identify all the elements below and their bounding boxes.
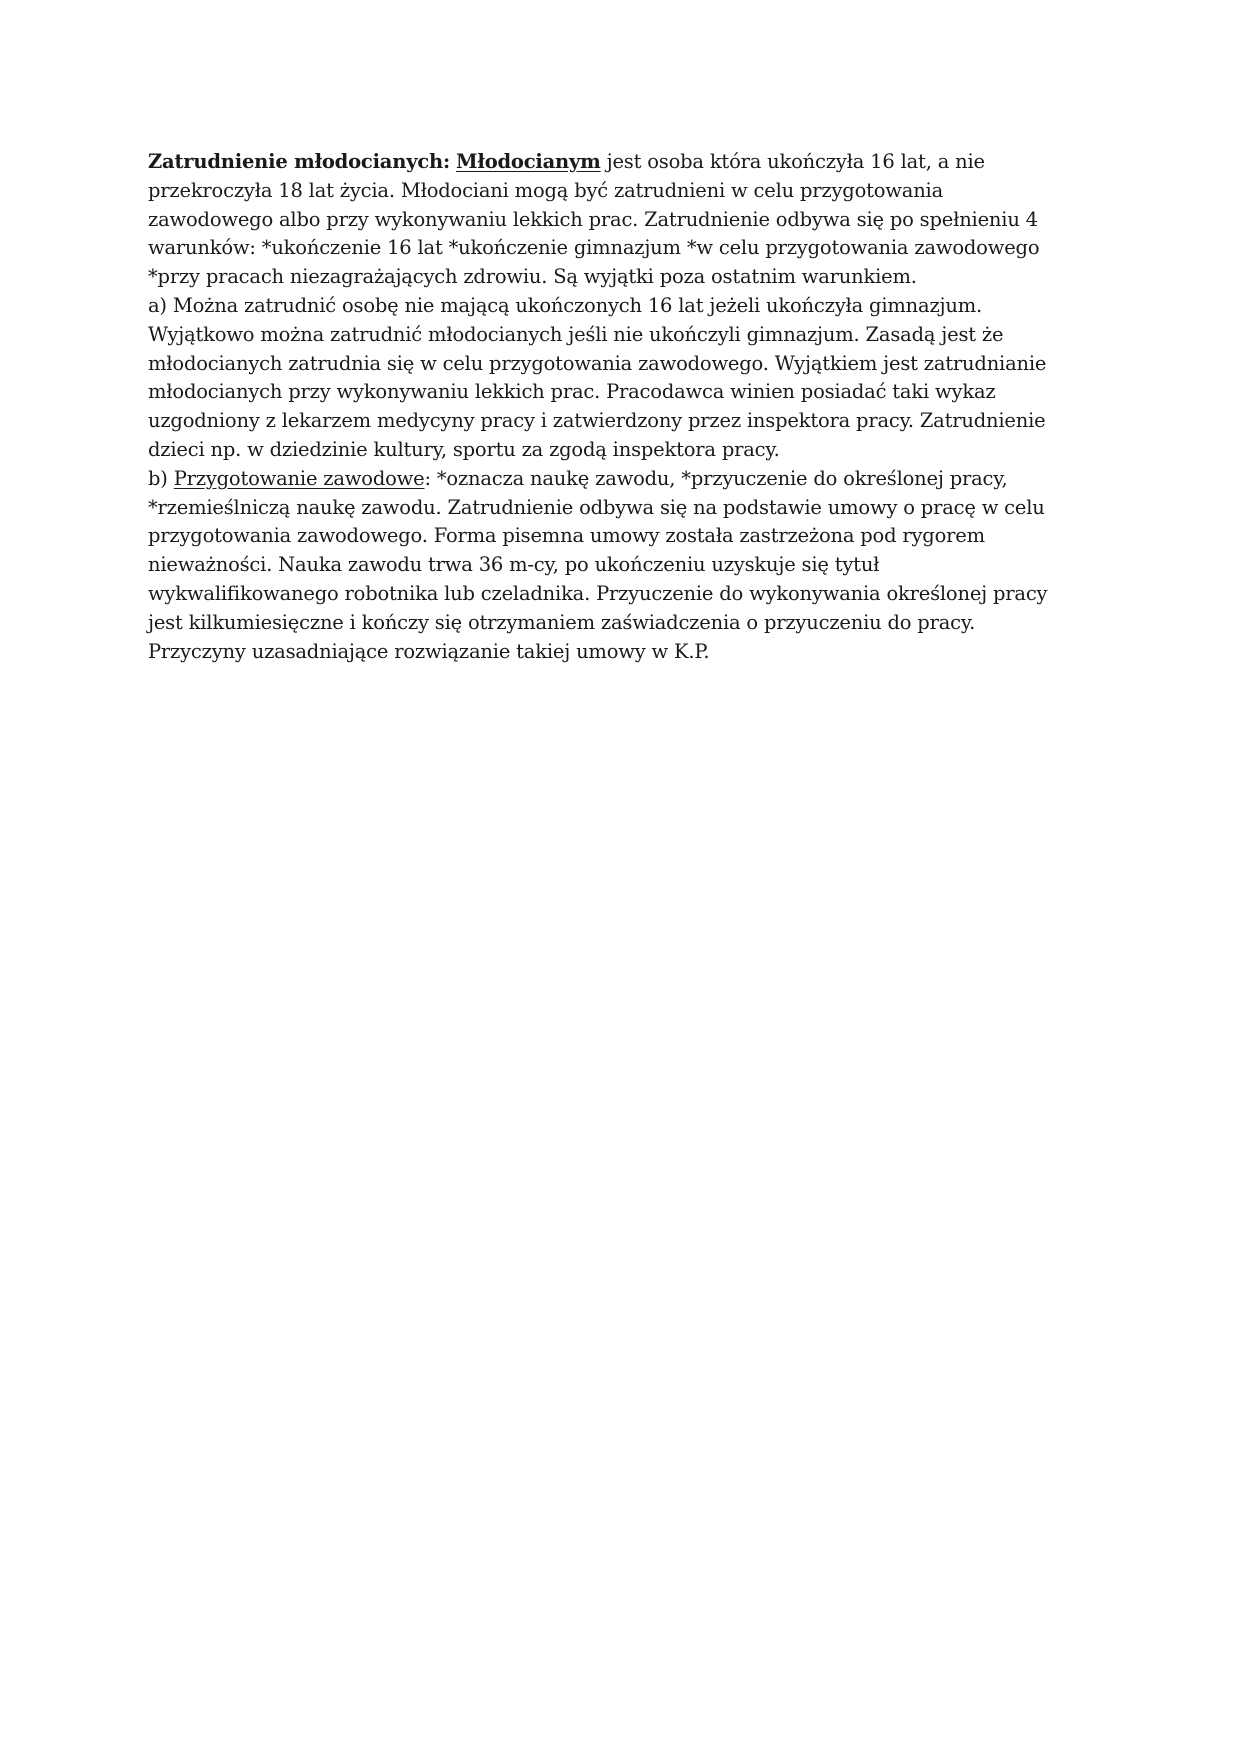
text-line-10: uzgodniony z lekarzem medycyny pracy i zatwierdzony przez inspektora pracy. Zatrudnienie	[148, 409, 1046, 433]
document-body	[148, 148, 1098, 666]
text-line-5: *przy pracach niezagrażających zdrowiu. Są wyjątki poza ostatnim warunkiem.	[148, 265, 917, 289]
text-line-13: *rzemieślniczą naukę zawodu. Zatrudnienie odbywa się na podstawie umowy o pracę w celu	[148, 495, 1045, 519]
list-marker-b: b)	[148, 466, 174, 490]
text-line-15: nieważności. Nauka zawodu trwa 36 m-cy, po ukończeniu uzyskuje się tytuł	[148, 553, 880, 577]
text-line-6: a) Można zatrudnić osobę nie mającą ukończonych 16 lat jeżeli ukończyła gimnazjum.	[148, 293, 983, 317]
text-line-1-rest: jest osoba która ukończyła 16 lat, a nie	[600, 150, 985, 173]
text-line-9: młodocianych przy wykonywaniu lekkich prac. Pracodawca winien posiadać taki wykaz	[148, 380, 996, 404]
text-line-14: przygotowania zawodowego. Forma pisemna umowy została zastrzeżona pod rygorem	[148, 524, 985, 548]
text-line-8: młodocianych zatrudnia się w celu przygotowania zawodowego. Wyjątkiem jest zatrudnianie	[148, 351, 1047, 375]
text-line-11: dzieci np. w dziedzinie kultury, sportu za zgodą inspektora pracy.	[148, 437, 780, 461]
text-line-12	[148, 465, 1098, 494]
section-heading: Zatrudnienie młodocianych:	[148, 150, 450, 173]
defined-term: Młodocianym	[456, 150, 601, 173]
text-line-1	[148, 148, 1098, 177]
text-line-17: jest kilkumiesięczne i kończy się otrzymaniem zaświadczenia o przyuczeniu do pracy.	[148, 610, 976, 634]
text-line-18: Przyczyny uzasadniające rozwiązanie takiej umowy w K.P.	[148, 639, 710, 663]
text-line-16: wykwalifikowanego robotnika lub czeladnika. Przyuczenie do wykonywania określonej pracy	[148, 581, 1048, 605]
text-line-2: przekroczyła 18 lat życia. Młodociani mogą być zatrudnieni w celu przygotowania	[148, 178, 944, 202]
text-line-7: Wyjątkowo można zatrudnić młodocianych jeśli nie ukończyli gimnazjum. Zasadą jest że	[148, 322, 1004, 346]
text-line-12-rest: : *oznacza naukę zawodu, *przyuczenie do określonej pracy,	[424, 466, 1008, 490]
text-line-4: warunków: *ukończenie 16 lat *ukończenie gimnazjum *w celu przygotowania zawodowego	[148, 236, 1040, 260]
subsection-term: Przygotowanie zawodowe	[173, 466, 425, 490]
text-line-3: zawodowego albo przy wykonywaniu lekkich prac. Zatrudnienie odbywa się po spełnieniu 4	[148, 207, 1038, 231]
